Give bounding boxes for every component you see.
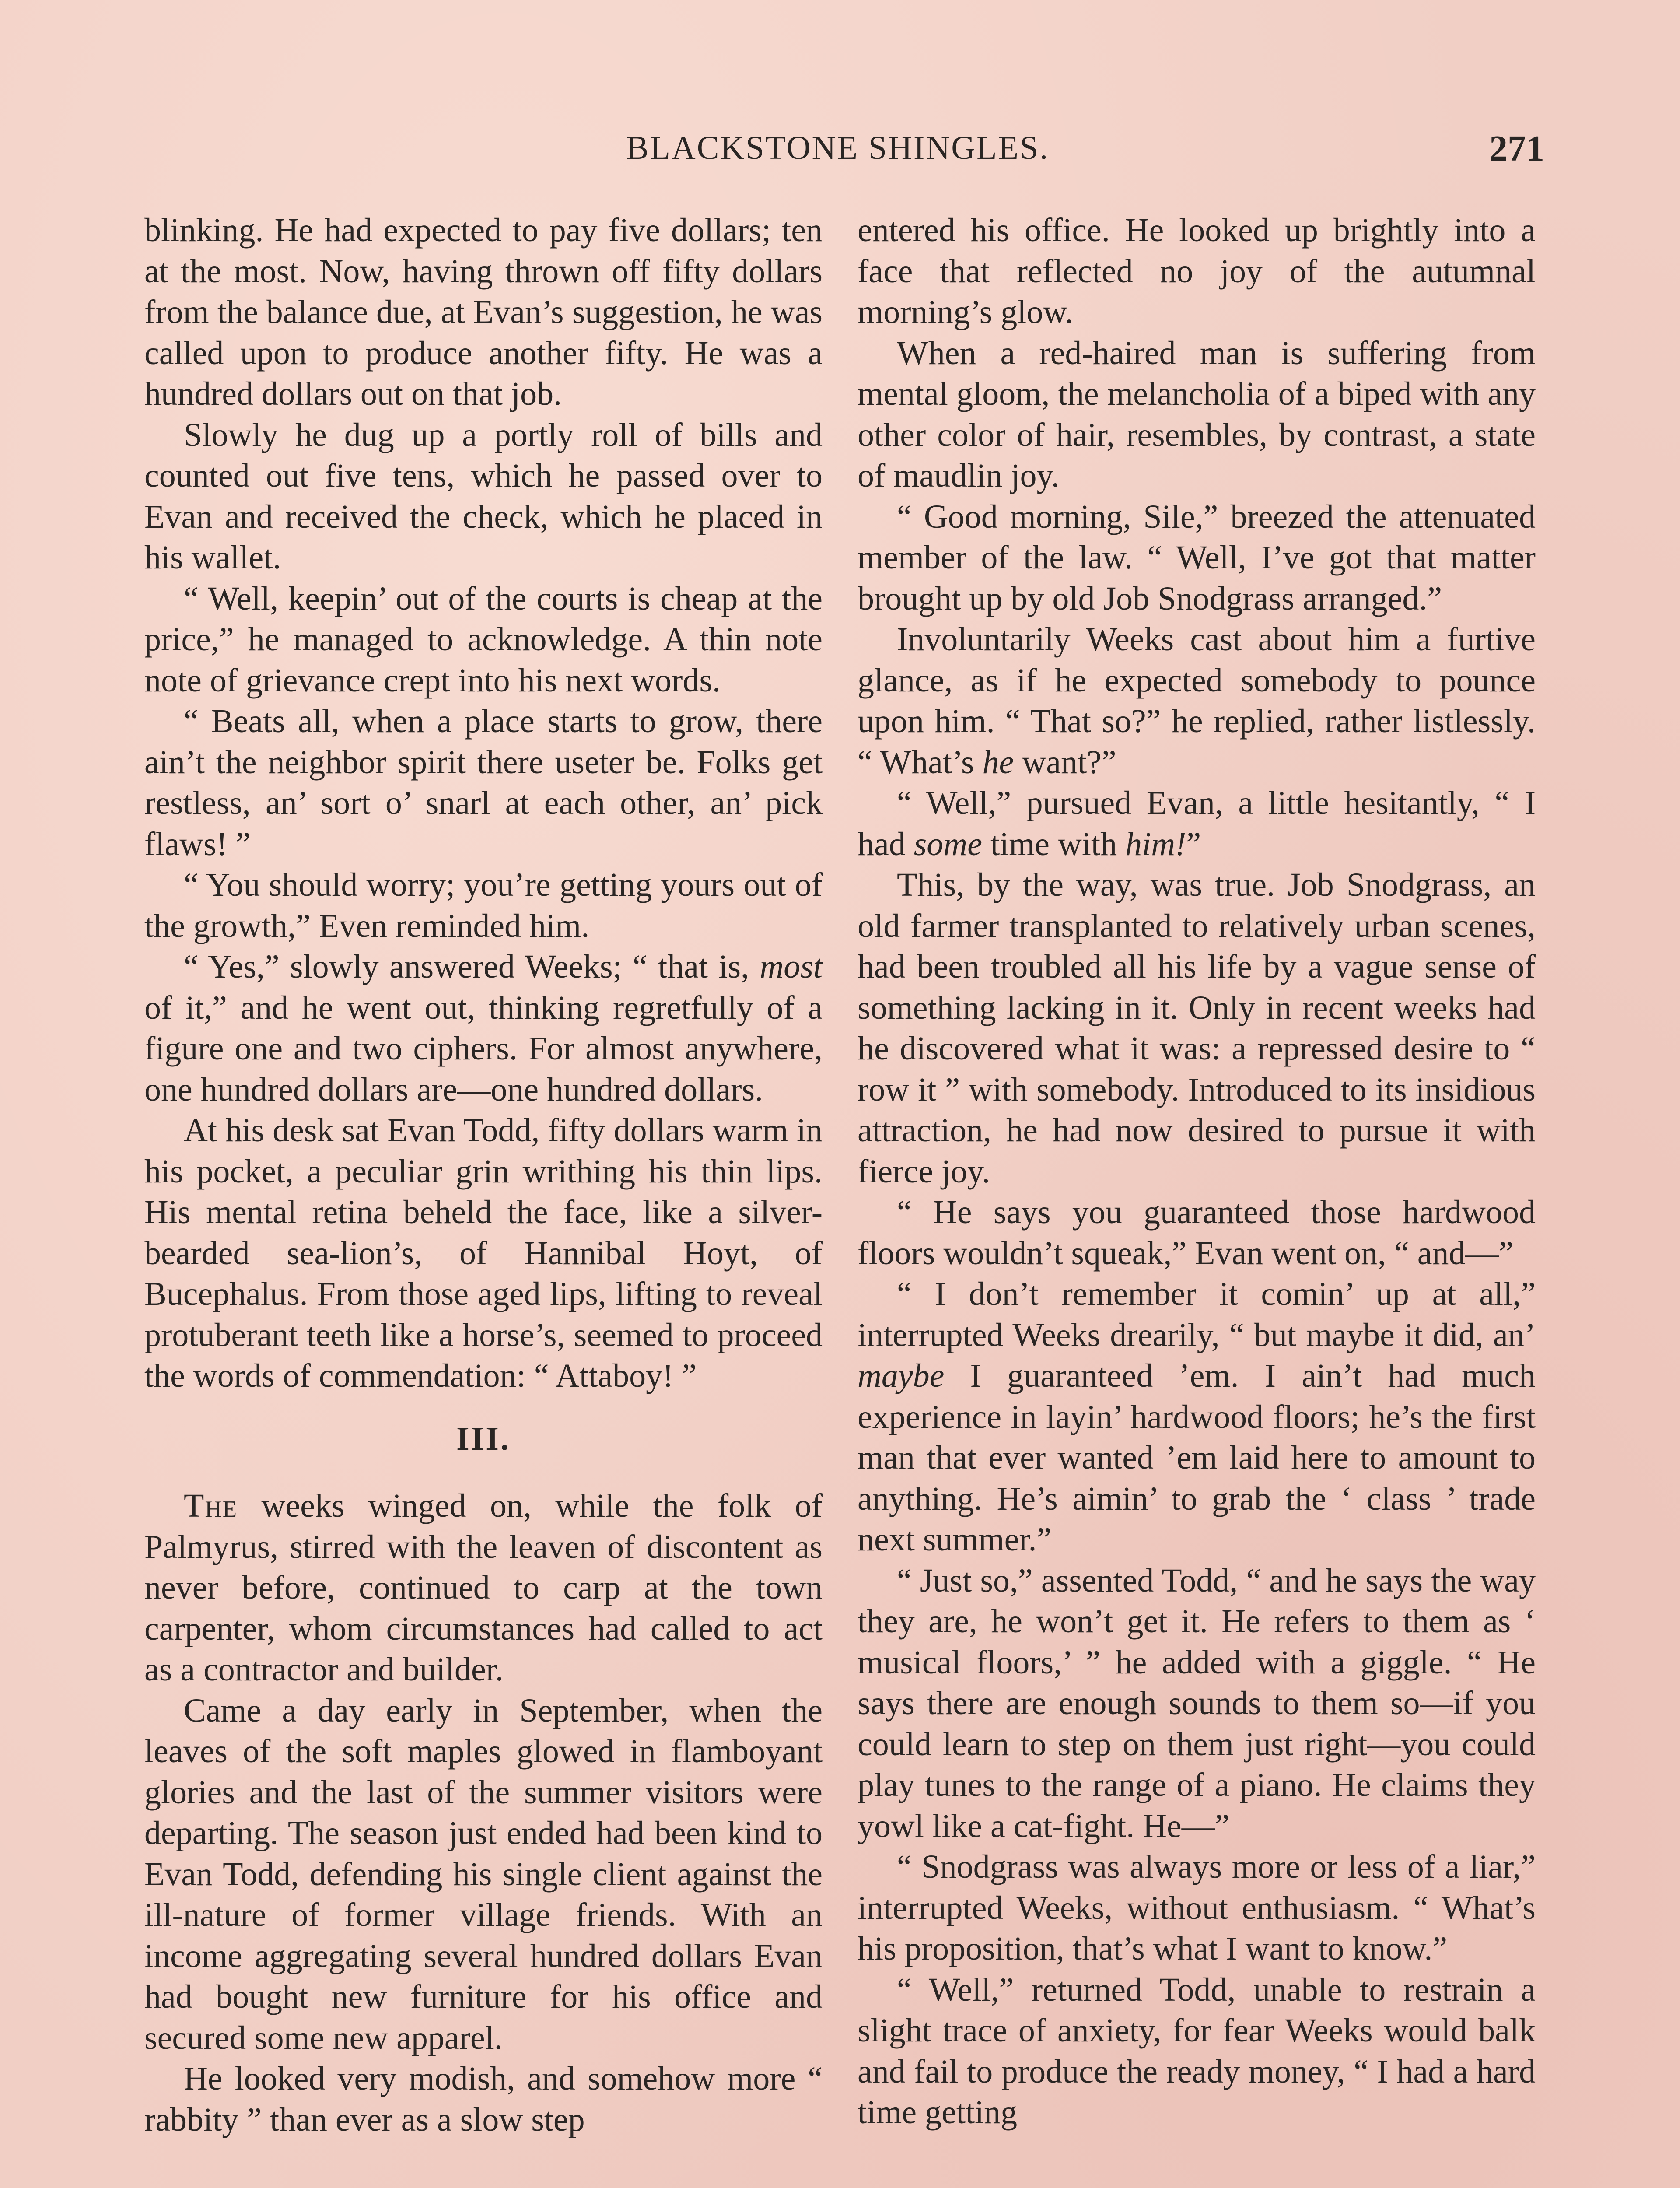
running-title: BLACKSTONE SHINGLES. <box>626 130 1050 166</box>
section-heading: III. <box>456 1420 511 1457</box>
paragraph <box>858 783 1536 865</box>
lead-word: The <box>184 1487 238 1524</box>
text-run: weeks winged on, while the folk of Palmyrus, stirred with the leaven of discontent as never before, continued to carp at the town carpenter, whom circumstances had called to act as a contractor and builder. <box>144 1487 822 1688</box>
text-run: want?” <box>1014 743 1116 781</box>
text-run: I guaranteed ’em. I ain’t had much experience in layin’ hardwood floors; he’s the first man that ever wanted ’em laid here to amount to anything. He’s aimin’ to grab the ‘ class ’ trade next summer.” <box>858 1357 1536 1558</box>
emphasis: most <box>760 948 822 985</box>
emphasis: maybe <box>858 1357 945 1394</box>
paragraph: Slowly he dug up a portly roll of bills and counted out five tens, which he passed over to Evan and received the check, which he placed in his wallet. <box>144 416 822 576</box>
paragraph: “ Well,” returned Todd, unable to restrain a slight trace of anxiety, for fear Weeks would balk and fail to produce the ready money, “ I had a hard time getting <box>858 1971 1536 2131</box>
paragraph: “ You should worry; you’re getting yours out of the growth,” Even reminded him. <box>144 866 822 944</box>
text-run: “ I don’t remember it comin’ up at all,” interrupted Weeks drearily, “ but maybe it did, an’ <box>858 1276 1536 1353</box>
text-run: “ Yes,” slowly answered Weeks; “ that is, <box>184 948 760 985</box>
left-column <box>144 210 822 2188</box>
paragraph <box>144 1486 822 1690</box>
paragraph: entered his office. He looked up brightly into a face that reflected no joy of the autumnal morning’s glow. <box>858 212 1536 330</box>
text-run: Involuntarily Weeks cast about him a furtive glance, as if he expected somebody to pounce upon him. “ That so?” he replied, rather listlessly. “ What’s <box>858 621 1536 781</box>
emphasis: he <box>982 743 1014 781</box>
paragraph: This, by the way, was true. Job Snodgrass, an old farmer transplanted to relatively urban scenes, had been troubled all his life by a vague sense of something lacking in it. Only in recent weeks had he discovered what it was: a repressed desire to “ row it ” with somebody. Introduced to its insidious attraction, he had now desired to pursue it with fierce joy. <box>858 866 1536 1190</box>
paragraph: When a red-haired man is suffering from mental gloom, the melancholia of a biped with any other color of hair, resembles, by contrast, a state of maudlin joy. <box>858 334 1536 494</box>
emphasis: him! <box>1125 825 1186 863</box>
paragraph: “ He says you guaranteed those hardwood floors wouldn’t squeak,” Evan went on, “ and—” <box>858 1194 1536 1272</box>
text-run: of it,” and he went out, thinking regretfully of a figure one and two ciphers. For almost anywhere, one hundred dollars are—one hundred dollars. <box>144 989 822 1108</box>
paragraph: At his desk sat Evan Todd, fifty dollars warm in his pocket, a peculiar grin writhing his thin lips. His mental retina beheld the face, like a silver-bearded sea-lion’s, of Hannibal Hoyt, of Bucephalus. From those aged lips, lifting to reveal protuberant teeth like a horse’s, seemed to proceed the words of commendation: “ Attaboy! ” <box>144 1112 822 1394</box>
text-run: ” <box>1186 825 1201 863</box>
paragraph <box>858 1274 1536 1560</box>
text-run: “ Well,” pursued Evan, a little hesitantly, “ I had <box>858 785 1536 863</box>
paragraph: “ Beats all, when a place starts to grow, there ain’t the neighbor spirit there useter be. Folks get restless, an’ sort o’ snarl at each other, an’ pick flaws! ” <box>144 703 822 863</box>
right-column <box>858 210 1536 2188</box>
paragraph: Came a day early in September, when the leaves of the soft maples glowed in flamboyant glories and the last of the summer visitors were departing. The season just ended had been kind to Evan Todd, defending his single client against the ill-nature of former village friends. With an income aggregating several hundred dollars Evan had bought new furniture for his office and secured some new apparel. <box>144 1692 822 2056</box>
paragraph: “ Snodgrass was always more or less of a liar,” interrupted Weeks, without enthusiasm. “ What’s his proposition, that’s what I want to know.” <box>858 1848 1536 1967</box>
paragraph <box>144 947 822 1110</box>
paragraph <box>858 619 1536 783</box>
paragraph: “ Just so,” assented Todd, “ and he says the way they are, he won’t get it. He refers to them as ‘ musical floors,’ ” he added with a giggle. “ He says there are enough sounds to them so—if you could learn to step on them just right—you could play tunes to the range of a piano. He claims they yowl like a cat-fight. He—” <box>858 1562 1536 1844</box>
emphasis: some <box>914 825 982 863</box>
running-head <box>131 129 1544 177</box>
text-run: time with <box>982 825 1126 863</box>
paragraph: blinking. He had expected to pay five dollars; ten at the most. Now, having thrown off fifty dollars from the balance due, at Evan’s suggestion, he was called upon to produce another fifty. He was a hundred dollars out on that job. <box>144 212 822 412</box>
paragraph: “ Well, keepin’ out of the courts is cheap at the price,” he managed to acknowledge. A thin note note of grievance crept into his next words. <box>144 580 822 699</box>
page-number: 271 <box>1489 128 1544 169</box>
paragraph: He looked very modish, and somehow more “ rabbity ” than ever as a slow step <box>144 2060 822 2138</box>
paragraph: “ Good morning, Sile,” breezed the attenuated member of the law. “ Well, I’ve got that matter brought up by old Job Snodgrass arranged.” <box>858 498 1536 617</box>
